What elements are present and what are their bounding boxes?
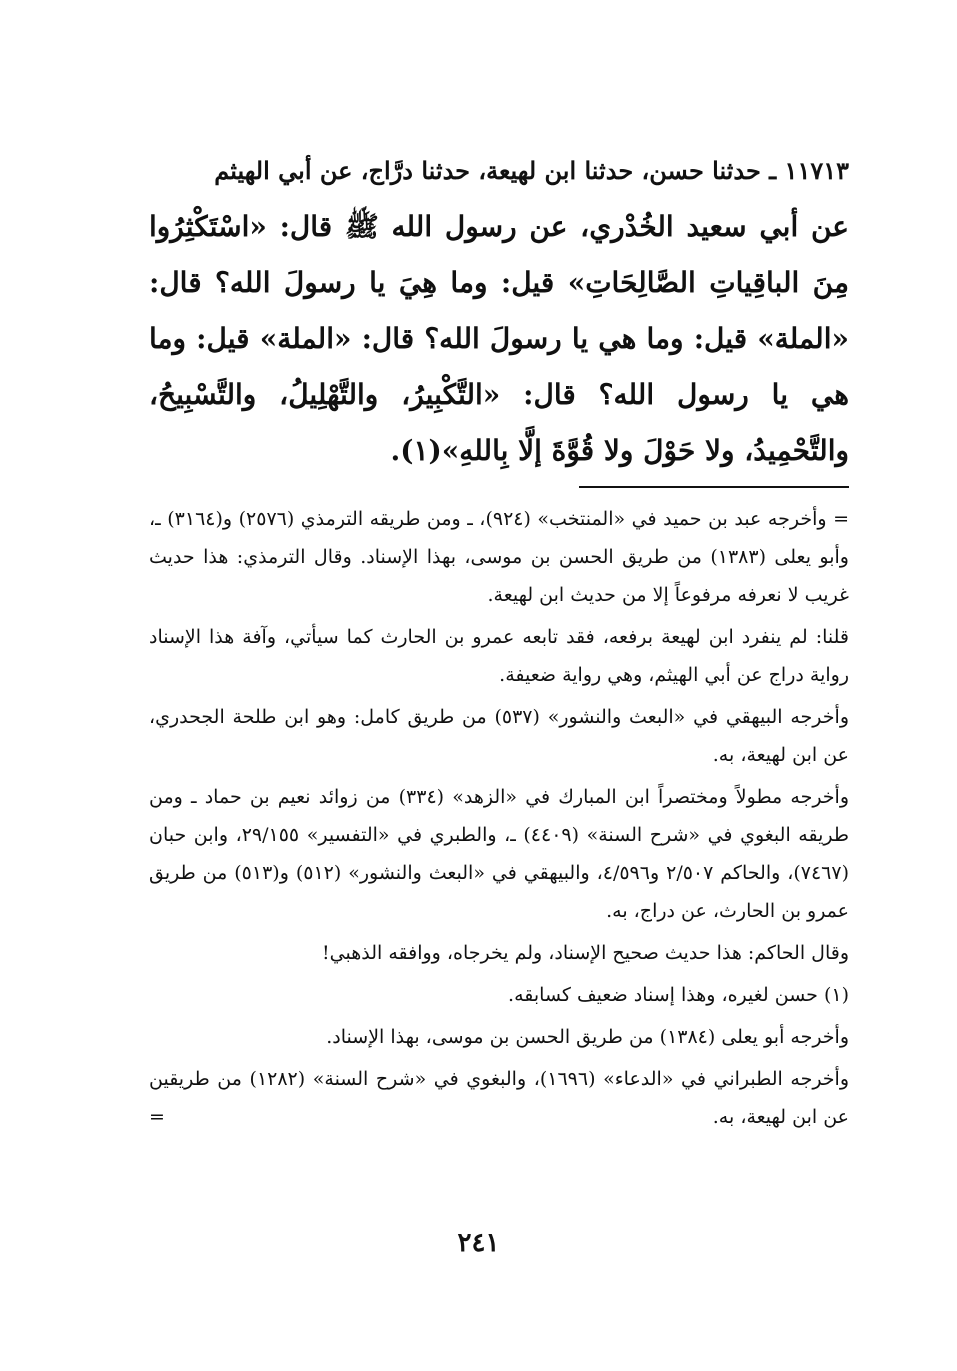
footnote-paragraph-7-text: وأخرجه الطبراني في «الدعاء» (١٦٩٦)، والبغوي في «شرح السنة» (١٢٨٢) من طريقين عن ابن لهيعة، به. xyxy=(149,1068,850,1128)
footnote-paragraph-4: وأخرجه مطولاً ومختصراً ابن المبارك في «الزهد» (٣٣٤) من زوائد نعيم بن حماد ـ ومن طريقه البغوي في «شرح السنة» (٤٤٠٩) ـ، والطبري في «التفسير» ٢٩/١٥٥، وابن حبان (٧٤٦٧)، والحاكم ٢/٥٠٧ و٤/٥٩٦، والبيهقي في «البعث والنشور» (٥١٢) و(٥١٣) من طريق عمرو بن الحارث، عن دراج، به. xyxy=(149,786,850,922)
page-number: ٢٤١ xyxy=(457,1228,500,1258)
footnote-paragraph-7 xyxy=(149,1060,849,1136)
footnote-paragraph-1: = وأخرجه عبد بن حميد في «المنتخب» (٩٢٤)، ـ ومن طريقه الترمذي (٢٥٧٦) و(٣١٦٤) ـ، وأبو يعلى (١٣٨٣) من طريق الحسن بن موسى، بهذا الإسناد. وقال الترمذي: هذا حديث غريب لا نعرفه مرفوعاً إلا من حديث ابن لهيعة. xyxy=(149,508,849,606)
hadith-heading: ١١٧١٣ ـ حدثنا حسن، حدثنا ابن لهيعة، حدثنا درَّاج، عن أبي الهيثم xyxy=(214,156,849,185)
hadith-body: عن أبي سعيد الخُدْري، عن رسول الله ﷺ قال: «اسْتَكْثِرُوا مِنَ الباقِياتِ الصَّالِحَاتِ» قيل: وما هِيَ يا رسولَ الله؟ قال: «الملة» قيل: وما هي يا رسولَ الله؟ قال: «الملة» قيل: وما هي يا رسول الله؟ قال: «التَّكْبِيرُ، والتَّهْلِيلُ، والتَّسْبِيحُ، والتَّحْمِيدُ، ولا حَوْلَ ولا قُوَّةَ إلَّا بِاللهِ»(١). xyxy=(149,210,849,467)
footnote-paragraph-2: قلنا: لم ينفرد ابن لهيعة برفعه، فقد تابعه عمرو بن الحارث كما سيأتي، وآفة هذا الإسناد رواية دراج عن أبي الهيثم، وهي رواية ضعيفة. xyxy=(149,626,849,686)
footnotes-section xyxy=(149,500,849,1140)
footnote-paragraph-5: وقال الحاكم: هذا حديث صحيح الإسناد، ولم يخرجاه، ووافقه الذهبي! xyxy=(322,942,849,964)
hadith-text xyxy=(149,143,849,479)
continuation-mark: = xyxy=(149,1106,165,1128)
footnote-divider xyxy=(579,486,849,488)
footnote-paragraph-6: وأخرجه أبو يعلى (١٣٨٤) من طريق الحسن بن موسى، بهذا الإسناد. xyxy=(326,1026,849,1048)
footnote-paragraph-3: وأخرجه البيهقي في «البعث والنشور» (٥٣٧) من طريق كامل: وهو ابن طلحة الجحدري، عن ابن لهيعة، به. xyxy=(149,706,849,766)
footnote-note-1: (١) حسن لغيره، وهذا إسناد ضعيف كسابقه. xyxy=(508,984,849,1006)
